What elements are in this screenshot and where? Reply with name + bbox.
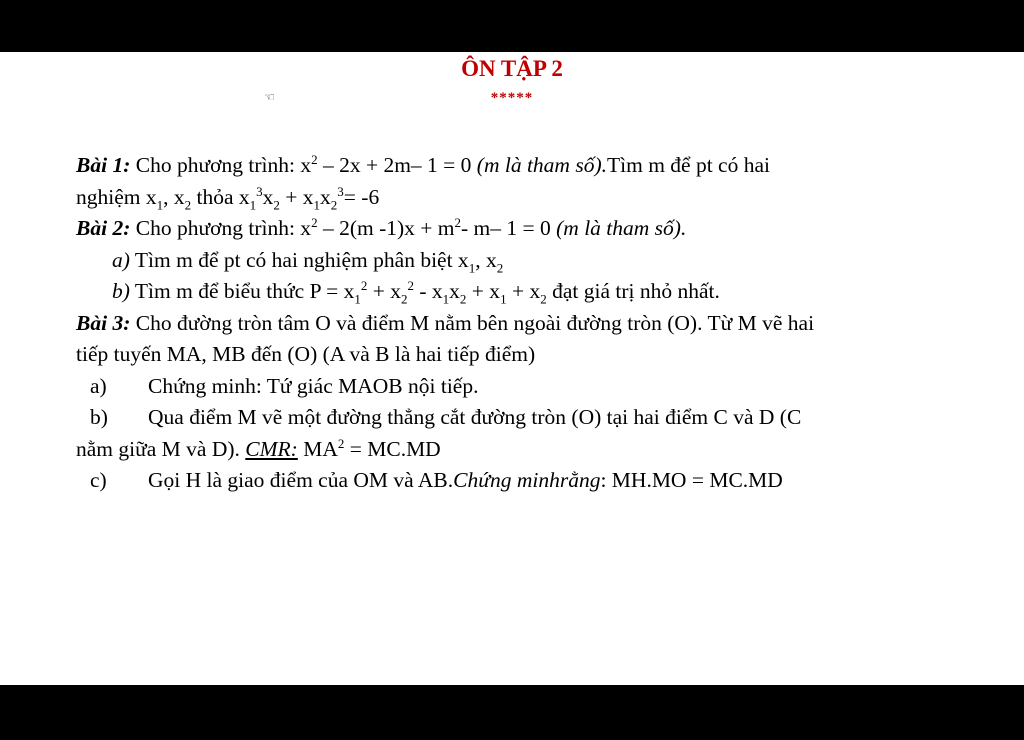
- bai1-l2-sub2: 2: [184, 196, 192, 212]
- bai3-b: [76, 402, 1004, 434]
- bai3-intro: Cho đường tròn tâm O và điểm M nằm bên ngoài đường tròn (O). Từ M vẽ hai: [130, 310, 815, 335]
- bai1-c-b: + x: [279, 184, 314, 209]
- bai2-a-text: Tìm m để pt có hai nghiệm phân biệt x: [129, 247, 469, 272]
- bai3-a-text: Chứng minh: Tứ giác MAOB nội tiếp.: [148, 373, 479, 398]
- bai2-b: [76, 276, 1004, 308]
- bai3-b-line2: [76, 434, 1004, 466]
- bai1-line1: [76, 150, 1004, 182]
- bai3-line1: [76, 308, 1004, 340]
- bai1-label: Bài 1:: [76, 153, 131, 177]
- bai2-a-sub2: 2: [496, 259, 504, 275]
- bai3-b-cmr: CMR:: [245, 436, 298, 461]
- page-title: ÔN TẬP 2: [461, 56, 563, 81]
- bai1-eq-x: x: [300, 153, 312, 177]
- bai3-b-text: Qua điểm M vẽ một đường thẳng cắt đường tròn (O) tại hai điểm C và D (C: [148, 405, 802, 429]
- bai3-c-end: : MH.MO = MC.MD: [600, 468, 783, 492]
- bai3-c-it: Chứng minhrằng: [453, 468, 601, 492]
- bai2-b-s3: 1: [442, 291, 450, 307]
- bai1-task: Tìm m để pt có hai: [606, 153, 770, 177]
- bai2-b-p2: 2: [407, 277, 414, 293]
- bai2-sup1: 2: [311, 214, 318, 230]
- bai1-c-sub1: 1: [249, 196, 257, 212]
- bai2-b-t4: + x: [466, 279, 501, 303]
- bai2-b-s5: 1: [500, 291, 507, 307]
- bai3-label: Bài 3:: [76, 310, 131, 335]
- bai2-a-sub1: 1: [468, 259, 476, 275]
- bai2-eq-a: – 2(m -1)x + m: [317, 216, 455, 240]
- cursor-hand-icon: ☜: [264, 90, 275, 104]
- bai2-b-t1: + x: [367, 279, 401, 303]
- bai2-b-t2: - x: [414, 279, 443, 303]
- bai2-b-t5: + x: [506, 279, 541, 303]
- bai1-c-a: x: [262, 184, 274, 209]
- bai2-param: (m là tham số).: [550, 216, 687, 240]
- bai2-a-mid: , x: [475, 247, 497, 272]
- bai1-eq-rest: – 2x + 2m– 1 = 0: [317, 153, 472, 177]
- bai2-b-text: Tìm m để biểu thức P = x: [129, 279, 355, 303]
- bai3-b-l2: nằm giữa M và D).: [76, 436, 246, 461]
- bai1-c-sup1: 3: [256, 183, 263, 199]
- exercise-content: [76, 150, 1004, 497]
- bai1-intro: Cho phương trình:: [135, 153, 295, 177]
- bai3-c-text: Gọi H là giao điểm của OM và AB.: [148, 468, 454, 492]
- bai1-l2a: nghiệm x: [76, 184, 157, 209]
- bai2-a: [76, 245, 1004, 277]
- bai2-b-s2: 2: [401, 291, 408, 307]
- bai2-sup2: 2: [454, 214, 461, 230]
- bai2-b-p1: 2: [360, 277, 368, 293]
- bai1-param: (m là tham số).: [471, 153, 607, 177]
- bai1-l2b: , x: [163, 184, 185, 209]
- bai3-a: [76, 371, 1004, 403]
- bai3-b-eq-b: = MC.MD: [344, 436, 441, 461]
- bai1-l2-sub1: 1: [156, 196, 164, 212]
- bai1-l2c: thỏa x: [191, 184, 250, 209]
- bai2-b-end: đạt giá trị nhỏ nhất.: [546, 279, 720, 303]
- bai2-b-t3: x: [449, 279, 460, 303]
- bai3-line2: tiếp tuyến MA, MB đến (O) (A và B là hai tiếp điểm): [76, 342, 536, 366]
- bai1-eq-sup: 2: [311, 151, 318, 167]
- bai1-line2: [76, 182, 1004, 214]
- bai3-c: [76, 465, 1004, 497]
- bai2-label: Bài 2:: [76, 216, 131, 240]
- bai3-a-label: a): [90, 373, 107, 398]
- bai1-c-sup2: 3: [337, 183, 344, 199]
- bai2-a-label: a): [112, 247, 130, 272]
- bai3-c-label: c): [90, 468, 107, 492]
- bai2-b-label: b): [112, 279, 130, 303]
- bai2-b-s1: 1: [354, 291, 361, 307]
- bai3-b-sup: 2: [337, 435, 345, 451]
- bai2-intro: Cho phương trình: x: [130, 216, 312, 240]
- bai1-c-d: = -6: [343, 184, 380, 209]
- bai3-b-eq-a: MA: [297, 436, 338, 461]
- bai1-c-sub3: 1: [313, 196, 321, 212]
- bai1-c-c: x: [320, 184, 331, 209]
- document-page: [0, 52, 1024, 685]
- bai2-eq-b: - m– 1 = 0: [461, 216, 551, 240]
- bai2-b-s6: 2: [540, 291, 547, 307]
- title-decoration: *****: [490, 90, 534, 106]
- bai2-b-s4: 2: [459, 291, 467, 307]
- bai1-c-sub2: 2: [273, 196, 280, 212]
- bai3-b-label: b): [90, 405, 108, 429]
- bai2-line1: [76, 213, 1004, 245]
- bai1-c-sub4: 2: [330, 196, 338, 212]
